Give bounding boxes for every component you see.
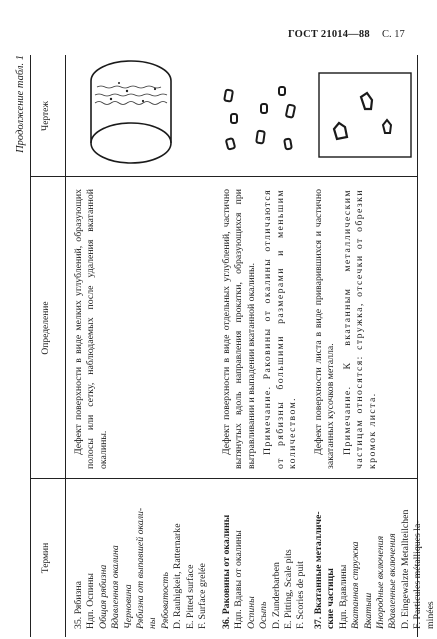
drawing-rolled-metal-particles [315,71,415,159]
definition-entry-37 [313,189,383,469]
term-line: 36. Раковины от окалины [221,514,232,629]
term-line: E. Pitting, Scale pits [283,549,295,629]
term-entry-36 [221,481,308,629]
term-entry-35 [73,481,209,629]
term-line: Рябоватость [159,572,171,629]
term-line: 37. Вкатанные металличе- [313,511,324,629]
term-line: D. Eingewalzte Metallteilchen [399,509,411,629]
term-line: F. Particules métalliques la- [412,520,424,629]
definition-entry-36 [221,189,303,469]
definition-note: Примечание. Раковины от окалины отличаются от рябизны большими размерами и меньшим количеством. [262,189,299,469]
drawing-scale-pits [217,77,307,157]
term-line: ские частицы [325,568,337,629]
column-header-drawing: Чертеж [41,101,51,131]
definition-note: Примечание. К вкатанным металлическим частицам относятся: стружка, отсечки от обрезки кромок листа. [341,189,378,469]
table-header-divider [65,55,66,637]
terms-table [30,55,436,637]
term-line: ны [147,617,159,629]
term-line: Ндп. Вдавы от окалины [233,530,245,629]
term-line: Оспины [245,596,257,629]
page-number: С. 17 [382,29,405,40]
scale-pits-figure [224,87,295,150]
term-line: Общая рябизна [97,564,109,629]
term-line: Инородные включения [375,535,387,629]
term-line: Осыпь [258,601,270,629]
column-divider-1 [31,478,417,479]
term-line: E. Pitted surface [184,564,196,629]
definition-paragraph: Дефект поверхности листа в виде приварившихся и частично закатанных кусочков металла. [313,189,337,469]
term-line: Вдавленная окалина [110,545,122,629]
table-continuation-label: Продолжение табл. 1 [15,55,26,153]
term-line: Вкатыш [362,592,374,629]
term-line: D. Rauhigkeit, Ratternarke [172,523,184,629]
term-line: F. Scories de puit [295,561,307,629]
term-entry-37 [313,481,437,629]
metal-particles-figure [319,73,411,157]
term-line: D. Zunderbarben [270,562,282,629]
definition-paragraph: Дефект поверхности в виде мелких углублений, образующих полосы или сетку, наблюдаемых после удаления вкатанной окалины. [73,189,109,469]
definition-paragraph: Дефект поверхности в виде отдельных углублений, частично вытянутых вдоль направления прокатки, образующихся при вытравливании и выпадении вкатанной окалины. [221,189,257,469]
column-header-definition: Определение [41,301,51,355]
cylinder-figure [91,61,171,163]
page-header [0,22,434,42]
column-divider-2 [31,176,417,177]
drawing-pitted-cylinder [71,65,191,165]
definition-entry-35 [73,189,114,469]
term-line: Рябизна от выпавшей окали- [135,507,147,629]
rotated-table-area [14,55,436,637]
term-line: Ндп. Оспины [85,573,97,629]
standard-number: ГОСТ 21014—88 [288,29,370,40]
term-line: Вдавленные включения [387,533,399,629]
term-line: 35. Рябизна [73,581,84,629]
term-line: F. Surface grelée [197,563,209,629]
column-header-term: Термин [41,542,51,574]
term-line: Ндп. Вдавлины [337,564,349,629]
term-line: Черновина [122,584,134,629]
term-line: Вкатанная стружка [350,541,362,629]
term-line: minées [424,601,436,629]
